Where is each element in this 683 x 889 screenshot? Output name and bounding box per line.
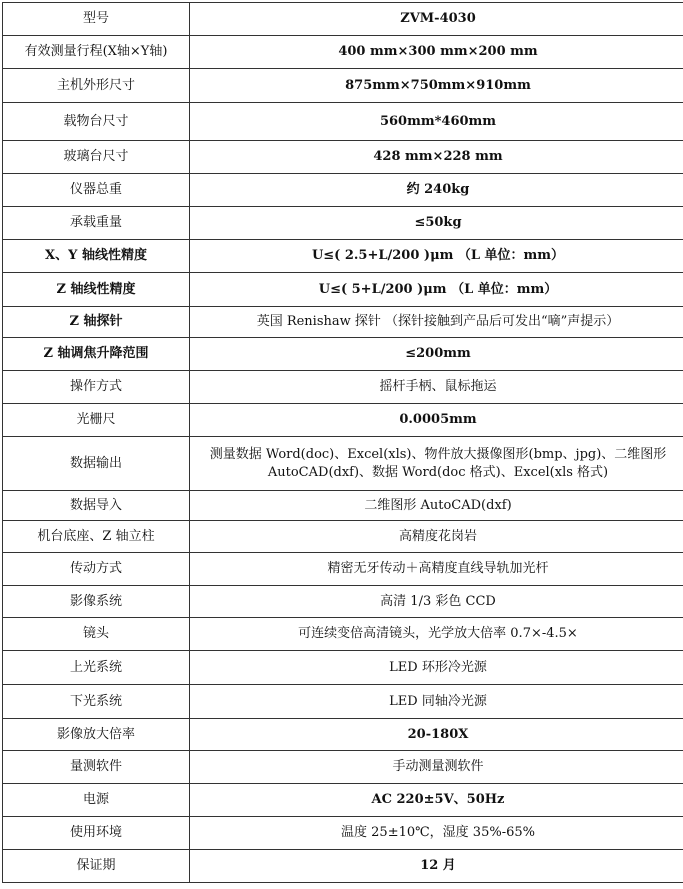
spec-value: 精密无牙传动＋高精度直线导轨加光杆 <box>190 553 683 586</box>
spec-label: 使用环境 <box>3 817 190 850</box>
spec-label: 影像系统 <box>3 586 190 618</box>
table-row <box>3 850 683 883</box>
spec-value: ≤200mm <box>190 338 683 371</box>
table-row <box>3 404 683 437</box>
spec-value: 0.0005mm <box>190 404 683 437</box>
spec-label: 保证期 <box>3 850 190 883</box>
spec-label: 主机外形尺寸 <box>3 69 190 103</box>
spec-value: 12 月 <box>190 850 683 883</box>
spec-value: 400 mm×300 mm×200 mm <box>190 36 683 69</box>
table-row <box>3 141 683 174</box>
table-row <box>3 817 683 850</box>
spec-value: 测量数据 Word(doc)、Excel(xls)、物件放大摄像图形(bmp、jpg)、二维图形 AutoCAD(dxf)、数据 Word(doc 格式)、Excel(xls 格式) <box>190 437 683 491</box>
table-row <box>3 685 683 719</box>
spec-value: 560mm*460mm <box>190 103 683 141</box>
spec-label: 仪器总重 <box>3 174 190 207</box>
spec-label: 有效测量行程(X轴×Y轴) <box>3 36 190 69</box>
table-row <box>3 719 683 751</box>
table-row <box>3 240 683 273</box>
spec-label: 下光系统 <box>3 685 190 719</box>
spec-value: U≤( 5+L/200 )μm （L 单位：mm） <box>190 273 683 307</box>
spec-label: 上光系统 <box>3 651 190 685</box>
spec-value: 约 240kg <box>190 174 683 207</box>
spec-value: 英国 Renishaw 探针 （探针接触到产品后可发出“嘀”声提示） <box>190 307 683 338</box>
spec-value: LED 同轴冷光源 <box>190 685 683 719</box>
spec-label: 传动方式 <box>3 553 190 586</box>
spec-value: LED 环形冷光源 <box>190 651 683 685</box>
table-row <box>3 273 683 307</box>
spec-label: 数据导入 <box>3 491 190 521</box>
spec-value: ≤50kg <box>190 207 683 240</box>
spec-value: 可连续变倍高清镜头，光学放大倍率 0.7×-4.5× <box>190 618 683 651</box>
spec-label: Z 轴探针 <box>3 307 190 338</box>
table-row <box>3 36 683 69</box>
spec-label: 影像放大倍率 <box>3 719 190 751</box>
spec-value: 428 mm×228 mm <box>190 141 683 174</box>
spec-label: 数据输出 <box>3 437 190 491</box>
table-row <box>3 521 683 553</box>
table-row <box>3 174 683 207</box>
spec-label: 承载重量 <box>3 207 190 240</box>
table-row <box>3 618 683 651</box>
table-row <box>3 307 683 338</box>
table-row <box>3 553 683 586</box>
spec-value: 温度 25±10℃，湿度 35%-65% <box>190 817 683 850</box>
spec-value: 高精度花岗岩 <box>190 521 683 553</box>
table-row <box>3 491 683 521</box>
spec-value: ZVM-4030 <box>190 3 683 36</box>
table-row <box>3 3 683 36</box>
spec-label: 镜头 <box>3 618 190 651</box>
table-row <box>3 784 683 817</box>
table-row <box>3 103 683 141</box>
spec-table <box>2 2 683 883</box>
spec-label: 机台底座、Z 轴立柱 <box>3 521 190 553</box>
spec-value: 20-180X <box>190 719 683 751</box>
spec-value: U≤( 2.5+L/200 )μm （L 单位：mm） <box>190 240 683 273</box>
spec-value: 手动测量测软件 <box>190 751 683 784</box>
spec-label: 载物台尺寸 <box>3 103 190 141</box>
spec-value: 875mm×750mm×910mm <box>190 69 683 103</box>
spec-label: 型号 <box>3 3 190 36</box>
table-row <box>3 586 683 618</box>
spec-value: 高清 1/3 彩色 CCD <box>190 586 683 618</box>
table-row <box>3 751 683 784</box>
spec-label: 光栅尺 <box>3 404 190 437</box>
spec-label: 电源 <box>3 784 190 817</box>
spec-label: 玻璃台尺寸 <box>3 141 190 174</box>
table-row <box>3 371 683 404</box>
spec-value: 二维图形 AutoCAD(dxf) <box>190 491 683 521</box>
spec-label: Z 轴调焦升降范围 <box>3 338 190 371</box>
spec-label: 操作方式 <box>3 371 190 404</box>
spec-label: 量测软件 <box>3 751 190 784</box>
table-row <box>3 207 683 240</box>
table-row <box>3 69 683 103</box>
spec-label: Z 轴线性精度 <box>3 273 190 307</box>
table-row <box>3 651 683 685</box>
spec-label: X、Y 轴线性精度 <box>3 240 190 273</box>
table-row <box>3 338 683 371</box>
spec-value: AC 220±5V、50Hz <box>190 784 683 817</box>
table-row <box>3 437 683 491</box>
spec-value: 摇杆手柄、鼠标拖运 <box>190 371 683 404</box>
